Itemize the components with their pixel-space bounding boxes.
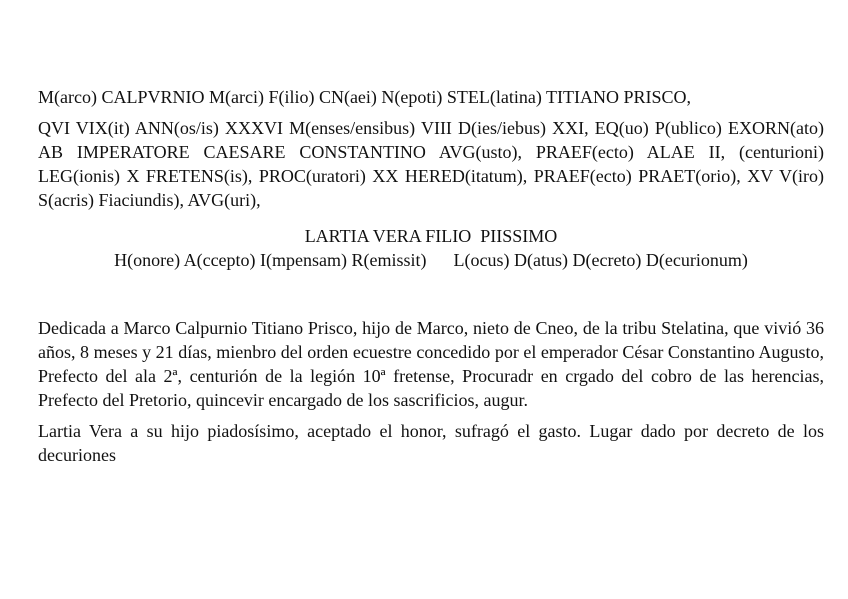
spanish-translation-paragraph-2: Lartia Vera a su hijo piadosísimo, aceptado el honor, sufragó el gasto. Lugar dado por decreto de los decuriones (38, 421, 824, 465)
latin-formula-right: L(ocus) D(atus) D(ecreto) D(ecurionum) (453, 250, 748, 270)
latin-inscription-line-1: M(arco) CALPVRNIO M(arci) F(ilio) CN(aei) N(epoti) STEL(latina) TITIANO PRISCO, (38, 87, 692, 107)
document-page (38, 85, 824, 467)
latin-dedicator-line: LARTIA VERA FILIO PIISSIMO (304, 226, 558, 246)
spanish-translation-paragraph-1: Dedicada a Marco Calpurnio Titiano Prisco, hijo de Marco, nieto de Cneo, de la tribu Stelatina, que vivió 36 años, 8 meses y 21 días, mienbro del orden ecuestre concedido por el emperador César Constantino Augusto, Prefecto del ala 2ª, centurión de la legión 10ª fretense, Procuradr en crgado del cobro de las herencias, Prefecto del Pretorio, quincevir encargado de los sascrificios, augur. (38, 318, 824, 410)
latin-inscription-paragraph-2: QVI VIX(it) ANN(os/is) XXXVI M(enses/ensibus) VIII D(ies/iebus) XXI, EQ(uo) P(ublico) EXORN(ato) AB IMPERATORE CAESARE CONSTANTINO AVG(usto), PRAEF(ecto) ALAE II, (centurioni) LEG(ionis) X FRETENS(is), PROC(uratori) XX HERED(itatum), PRAEF(ecto) PRAET(orio), XV V(iro) S(acris) Fiaciundis), AVG(uri), (38, 118, 824, 210)
formula-gap (427, 250, 454, 270)
latin-formula-left: H(onore) A(ccepto) I(mpensam) R(emissit) (114, 250, 427, 270)
latin-formula-line (38, 248, 824, 272)
